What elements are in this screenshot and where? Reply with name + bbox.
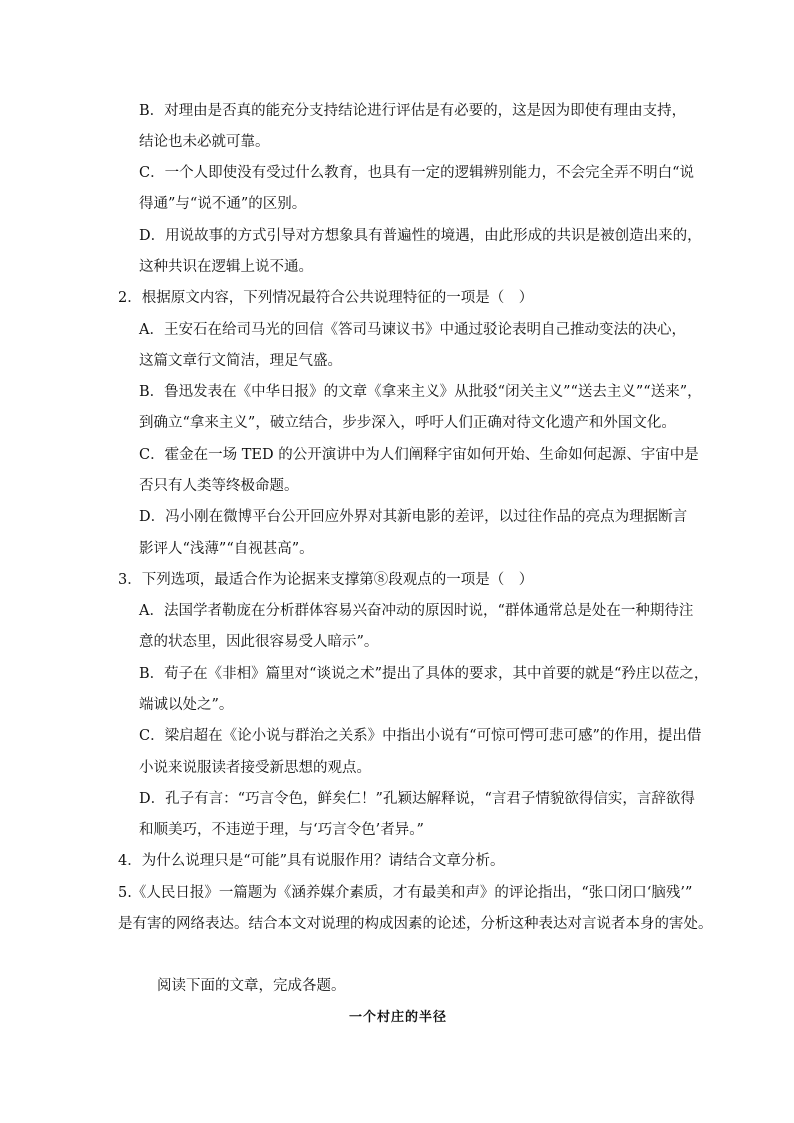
article-title: 一个村庄的半径 — [349, 1010, 448, 1025]
option-b-line-1: B．对理由是否真的能充分支持结论进行评估是有必要的，这是因为即使有理由支持， — [139, 103, 687, 119]
q2-option-d-line-1: D．冯小刚在微博平台公开回应外界对其新电影的差评，以过往作品的亮点为理据断言 — [139, 509, 688, 525]
q3-option-d-line-1: D．孔子有言：“巧言令色，鲜矣仁！”孔颖达解释说，“言君子情貌欲得信实，言辞欲得 — [139, 791, 695, 807]
option-d-line-2: 这种共识在逻辑上说不通。 — [139, 259, 313, 275]
q2-option-c-line-2: 否只有人类等终极命题。 — [139, 478, 299, 494]
option-b-line-2: 结论也未必就可靠。 — [139, 134, 270, 150]
question-4: 4．为什么说理只是“可能”具有说服作用？请结合文章分析。 — [118, 853, 505, 869]
q2-option-a-line-2: 这篇文章行文简洁，理足气盛。 — [139, 353, 342, 369]
q3-option-c-line-1: C．梁启超在《论小说与群治之关系》中指出小说有“可惊可愕可悲可感”的作用，提出借 — [139, 728, 702, 744]
q2-option-a-line-1: A．王安石在给司马光的回信《答司马谏议书》中通过驳论表明自己推动变法的决心， — [139, 322, 686, 338]
q3-option-a-line-1: A．法国学者勒庞在分析群体容易兴奋冲动的原因时说，“群体通常总是处在一种期待注 — [139, 603, 694, 619]
q2-option-d-line-2: 影评人“浅薄”“自视甚高”。 — [139, 541, 314, 557]
question-2: 2．根据原文内容，下列情况最符合公共说理特征的一项是（ ） — [118, 290, 534, 306]
q2-option-b-line-2: 到确立“拿来主义”，破立结合，步步深入，呼吁人们正确对待文化遗产和外国文化。 — [139, 415, 676, 431]
reading-instruction: 阅读下面的文章，完成各题。 — [157, 978, 346, 994]
question-5-line-1: 5.《人民日报》一篇题为《涵养媒介素质，才有最美和声》的评论指出，“张口闭口‘脑残’” — [118, 885, 693, 901]
option-c-line-1: C．一个人即使没有受过什么教育，也具有一定的逻辑辨别能力，不会完全弄不明白“说 — [139, 165, 695, 181]
q2-option-b-line-1: B．鲁迅发表在《中华日报》的文章《拿来主义》从批驳“闭关主义”“送去主义”“送来”， — [139, 384, 702, 400]
option-c-line-2: 得通”与“说不通”的区别。 — [139, 196, 307, 212]
question-3: 3．下列选项，最适合作为论据来支撑第⑧段观点的一项是（ ） — [118, 572, 534, 588]
q2-option-c-line-1: C．霍金在一场 TED 的公开演讲中为人们阐释宇宙如何开始、生命如何起源、宇宙中是 — [139, 447, 699, 463]
q3-option-b-line-1: B．荀子在《非相》篇里对“谈说之术”提出了具体的要求，其中首要的就是“矜庄以莅之， — [139, 666, 709, 682]
q3-option-b-line-2: 端诚以处之”。 — [139, 697, 234, 713]
q3-option-a-line-2: 意的状态里，因此很容易受人暗示”。 — [139, 634, 379, 650]
q3-option-d-line-2: 和顺美巧，不违逆于理，与‘巧言令色’者异。” — [139, 822, 424, 838]
option-d-line-1: D．用说故事的方式引导对方想象具有普遍性的境遇，由此形成的共识是被创造出来的， — [139, 228, 702, 244]
q3-option-c-line-2: 小说来说服读者接受新思想的观点。 — [139, 760, 371, 776]
question-5-line-2: 是有害的网络表达。结合本文对说理的构成因素的论述，分析这种表达对言说者本身的害处。 — [118, 916, 713, 932]
